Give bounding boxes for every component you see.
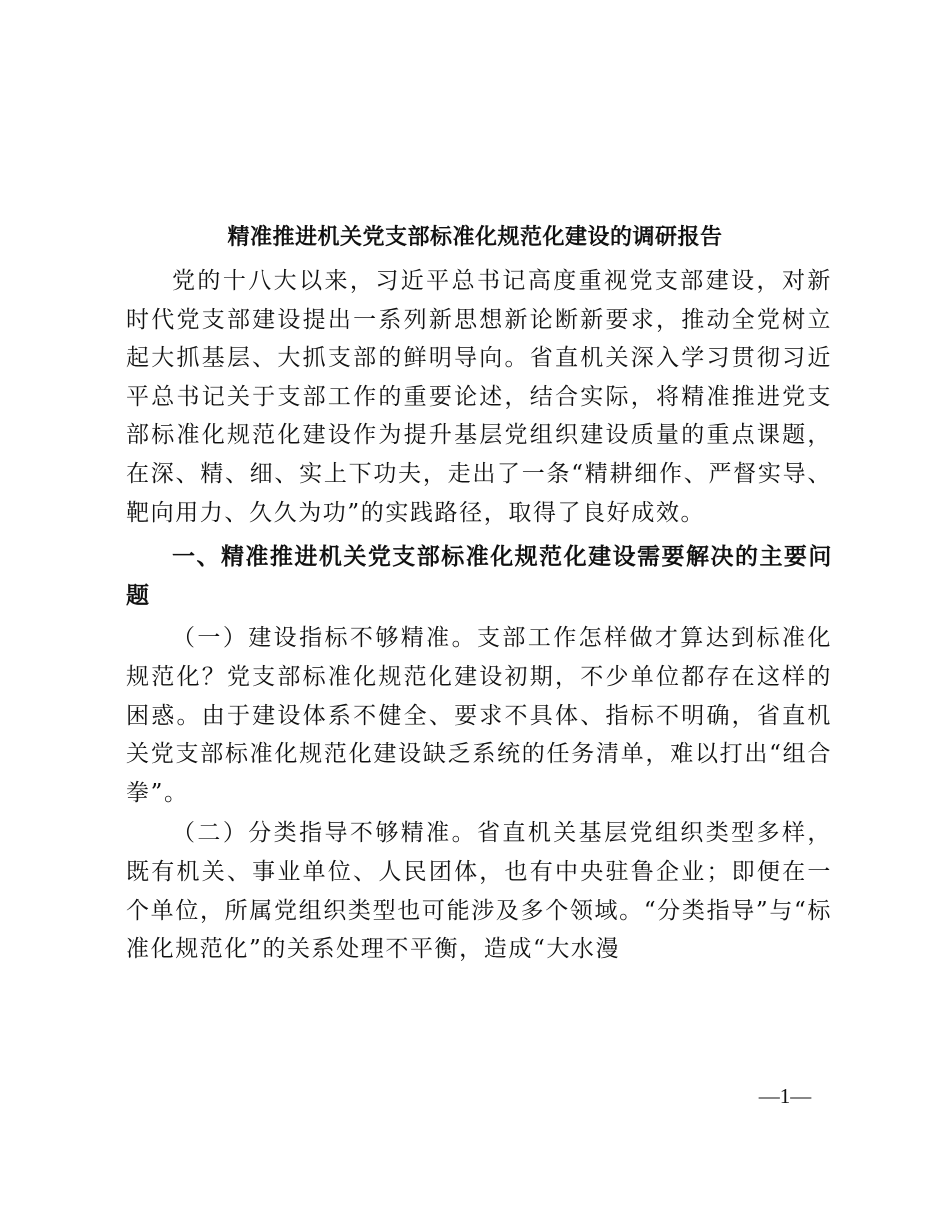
subsection-paragraph-2: （二）分类指导不够精准。省直机关基层党组织类型多样，既有机关、事业单位、人民团体，也有中央驻鲁企业；即便在一个单位，所属党组织类型也可能涉及多个领域。“分类指导”与“标准化规范化”的关系处理不平衡，造成“大水漫 xyxy=(126,820,832,963)
subsection-paragraph-1: （一）建设指标不够精准。支部工作怎样做才算达到标准化规范化？党支部标准化规范化建设初期，不少单位都存在这样的困惑。由于建设体系不健全、要求不具体、指标不明确，省直机关党支部标准化规范化建设缺乏系统的任务清单，难以打出“组合拳”。 xyxy=(126,625,832,806)
intro-paragraph: 党的十八大以来，习近平总书记高度重视党支部建设，对新时代党支部建设提出一系列新思想新论断新要求，推动全党树立起大抓基层、大抓支部的鲜明导向。省直机关深入学习贯彻习近平总书记关于支部工作的重要论述，结合实际，将精准推进党支部标准化规范化建设作为提升基层党组织建设质量的重点课题，在深、精、细、实上下功夫，走出了一条“精耕细作、严督实导、靶向用力、久久为功”的实践路径，取得了良好成效。 xyxy=(126,268,832,526)
section-heading-1: 一、精准推进机关党支部标准化规范化建设需要解决的主要问题 xyxy=(126,544,832,609)
page-number: —1— xyxy=(758,1084,812,1108)
document-body xyxy=(126,262,832,969)
document-title: 精准推进机关党支部标准化规范化建设的调研报告 xyxy=(227,224,723,250)
